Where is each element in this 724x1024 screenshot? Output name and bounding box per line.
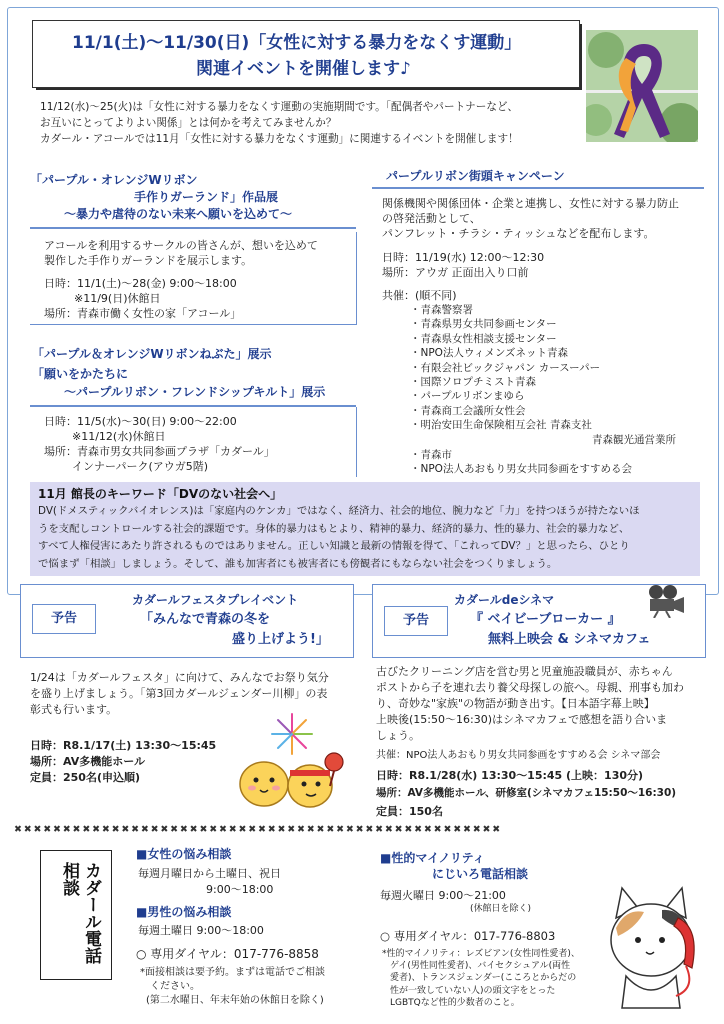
fest-title-3: 盛り上げよう!」: [232, 632, 329, 647]
keyword-line: うを支配しコントロールする社会的課題です。身体的暴力はもとより、精神的暴力、経済的暴力、性的暴力、社会的暴力など、: [38, 522, 630, 535]
men-hours: 毎週土曜日 9:00〜18:00: [138, 924, 264, 937]
list-item: ・パープルリボンまゆら: [410, 390, 525, 403]
keyword-line: で悩まず「相談」しましょう。そして、誰も加害者にも被害者にも傍観者にもならない社会をつくりましょう。: [38, 557, 558, 570]
cinema-desc-1: 古びたクリーニング店を営む男と児童施設職員が、赤ちゃん: [376, 665, 673, 678]
keyword-line: DV(ドメスティックバイオレンス)は「家庭内のケンカ」ではなく、経済力、社会的地位、腕力など「力」を持つほうが持たないほ: [38, 505, 640, 517]
men-title: ■男性の悩み相談: [136, 905, 232, 919]
street-title-underline: [372, 187, 704, 189]
minority-title-1: ■性的マイノリティ: [380, 851, 485, 865]
minority-dial: ○ 専用ダイヤル：017-776-8803: [380, 929, 556, 943]
cosponsor-label: 共催：(順不同): [382, 289, 457, 302]
list-item: ・明治安田生命保険相互会社 青森支社: [410, 419, 592, 432]
fest-desc-3: 彰式も行います。: [30, 703, 118, 716]
street-place: 場所：アウガ 正面出入り口前: [382, 266, 529, 279]
street-date: 日時：11/19(水) 12:00〜12:30: [382, 251, 545, 264]
ribbon-photo: [586, 30, 698, 142]
consult-note-2: ください。: [150, 981, 200, 992]
street-desc-1: 関係機関や関係団体・企業と連携し、女性に対する暴力防止: [382, 197, 679, 210]
minority-hours-note: (休館日を除く): [470, 904, 532, 914]
minority-note: LGBTQなど性的少数者のこと。: [390, 997, 520, 1008]
fest-date: 日時：R8.1/17(土) 13:30〜15:45: [30, 739, 217, 752]
garland-title-2: 手作りガーランド」作品展: [134, 190, 279, 204]
women-hours-2: 9:00〜18:00: [206, 883, 274, 896]
fest-desc-1: 1/24は「カダールフェスタ」に向けて、みんなでお祭り気分: [30, 671, 329, 684]
nebuta-place-1: 場所：青森市男女共同参画プラザ「カダール」: [44, 445, 275, 458]
cinema-title-2: 『 ベイビーブローカー 』: [470, 612, 621, 627]
keyword-title: 11月 館長のキーワード「DVのない社会へ」: [38, 487, 283, 501]
intro-text-1: 11/12(水)〜25(火)は「女性に対する暴力をなくす運動の実施期間です。「配偶者やパートナーなど、: [40, 101, 519, 113]
list-item: ・NPO法人あおもり男女共同参画をすすめる会: [410, 463, 633, 476]
fest-badge: [32, 604, 96, 634]
keyword-body: [38, 503, 640, 573]
intro-text-3: カダール・アコールでは11月「女性に対する暴力をなくす運動」に関連するイベントを開催します！: [40, 133, 519, 145]
women-hours-1: 毎週月曜日から土曜日、祝日: [138, 867, 281, 880]
intro-text-2: お互いにとってよりよい関係」とは何かを考えてみませんか？: [40, 117, 337, 129]
nebuta-date: 日時：11/5(水)〜30(日) 9:00〜22:00: [44, 415, 237, 428]
street-title: パープルリボン街頭キャンペーン: [386, 169, 565, 183]
page-title: 11/1(土)〜11/30(日)「女性に対する暴力をなくす運動」: [72, 33, 522, 53]
keyword-line: すべて人権侵害にあたり許されるものではありません。正しい知識と最新の情報を得て、「これってDV？」と思ったら、ひとり: [38, 540, 630, 552]
consult-label: カダール電話相談: [59, 862, 101, 964]
garland-title-underline: [30, 227, 356, 229]
minority-title-2: にじいろ電話相談: [432, 867, 529, 881]
list-item: ・青森商工会議所女性会: [410, 404, 526, 417]
nebuta-box-border: [30, 407, 357, 477]
fest-place: 場所：AV多機能ホール: [30, 755, 146, 768]
cinema-place: 場所：AV多機能ホール、研修室(シネマカフェ15:50〜16:30): [376, 787, 677, 799]
garland-desc-2: 製作した手作りガーランドを展示します。: [44, 254, 253, 267]
minority-note: *性的マイノリティ：レズビアン(女性同性愛者)、: [382, 949, 580, 959]
nebuta-title-2: 「願いをかたちに: [32, 367, 129, 381]
garland-title-3: 〜暴力や虐待のない未来へ願いを込めて〜: [64, 207, 293, 221]
list-item: ・青森市: [410, 449, 452, 461]
fest-badge-label: 予告: [50, 611, 77, 626]
garland-desc-1: アコールを利用するサークルの皆さんが、想いを込めて: [44, 239, 318, 252]
list-item: ・青森警察署: [410, 304, 473, 316]
nebuta-place-2: インナーパーク(アウガ5階): [72, 460, 209, 473]
cinema-desc-4: 上映後(15:50〜16:30)はシネマカフェで感想を語り合いま: [376, 713, 668, 726]
garland-place: 場所：青森市働く女性の家「アコール」: [44, 307, 242, 320]
x-divider: ✖✖✖✖✖✖✖✖✖✖✖✖✖✖✖✖✖✖✖✖✖✖✖✖✖✖✖✖✖✖✖✖✖✖✖✖✖✖✖✖✖✖✖✖✖✖✖✖✖✖: [14, 824, 502, 835]
mascot-characters: [234, 744, 344, 814]
nebuta-title-3: 〜パープルリボン・フレンドシップキルト」展示: [64, 385, 326, 399]
cinema-cohost: 共催：NPO法人あおもり男女共同参画をすすめる会 シネマ部会: [376, 750, 661, 761]
cat-phone-illustration: [596, 878, 706, 1014]
list-item: ・NPO法人ウィメンズネット青森: [410, 347, 569, 360]
minority-note: 性が一致していない人)の頭文字をとった: [390, 985, 556, 996]
fest-capacity: 定員：250名(申込順): [30, 771, 141, 784]
cinema-badge-label: 予告: [402, 613, 429, 628]
cosponsor-list-2: [410, 448, 632, 477]
fest-desc-2: を盛り上げましょう。「第3回カダールジェンダー川柳」の表: [30, 687, 328, 700]
cosponsor-list: [410, 303, 600, 433]
consult-note-1: *面接相談は要予約。まずは電話でご相談: [140, 967, 325, 978]
fest-title-1: カダールフェスタプレイベント: [132, 593, 299, 607]
list-item: ・有限会社ビックジャパン カースーパー: [410, 361, 601, 374]
consult-note-3: (第二水曜日、年末年始の休館日を除く): [146, 995, 324, 1006]
women-title: ■女性の悩み相談: [136, 847, 232, 861]
cosponsor-sub: 青森観光通営業所: [592, 434, 676, 446]
movie-camera-icon: [646, 584, 686, 622]
cinema-title-1: カダールdeシネマ: [454, 593, 555, 607]
list-item: ・青森県男女共同参画センター: [410, 318, 557, 331]
cinema-date: 日時：R8.1/28(水) 13:30〜15:45 (上映：130分): [376, 769, 644, 782]
nebuta-closed: ※11/12(水)休館日: [72, 430, 166, 443]
minority-notes: [382, 948, 580, 1009]
cinema-desc-2: ポストから子を連れ去り養父母探しの旅へ。母親、刑事も加わ: [376, 681, 684, 694]
minority-note: 愛者)、トランスジェンダー(こころとからだの: [390, 973, 577, 984]
list-item: ・国際ソロプチミスト青森: [410, 376, 536, 389]
page-subtitle: 関連イベントを開催します♪: [196, 59, 411, 79]
cinema-badge: [384, 606, 448, 636]
garland-title-1: 「パープル・オレンジWリボン: [30, 173, 198, 187]
cinema-desc-5: しょう。: [376, 729, 420, 742]
women-dial: ○ 専用ダイヤル：017-776-8858: [136, 947, 319, 961]
cinema-desc-3: り、奇妙な"家族"の物語が動き出す。【日本語字幕上映】: [376, 697, 655, 710]
garland-box-border: [30, 232, 357, 325]
garland-date: 日時：11/1(土)〜28(金) 9:00〜18:00: [44, 277, 237, 290]
garland-closed: ※11/9(日)休館日: [74, 292, 161, 305]
street-desc-3: パンフレット・チラシ・ティッシュなどを配布します。: [382, 227, 655, 240]
minority-hours: 毎週火曜日 9:00〜21:00: [380, 889, 506, 902]
cinema-capacity: 定員：150名: [376, 805, 443, 818]
list-item: ・青森県女性相談支援センター: [410, 332, 557, 345]
street-desc-2: の啓発活動として、: [382, 212, 481, 225]
cinema-title-3: 無料上映会 & シネマカフェ: [488, 632, 651, 647]
fest-title-2: 「みんなで青森の冬を: [140, 612, 271, 627]
nebuta-title-1: 「パープル＆オレンジWリボンねぶた」展示: [32, 347, 272, 361]
minority-note: ゲイ(男性同性愛者)、バイセクシュアル(両性: [390, 961, 571, 972]
